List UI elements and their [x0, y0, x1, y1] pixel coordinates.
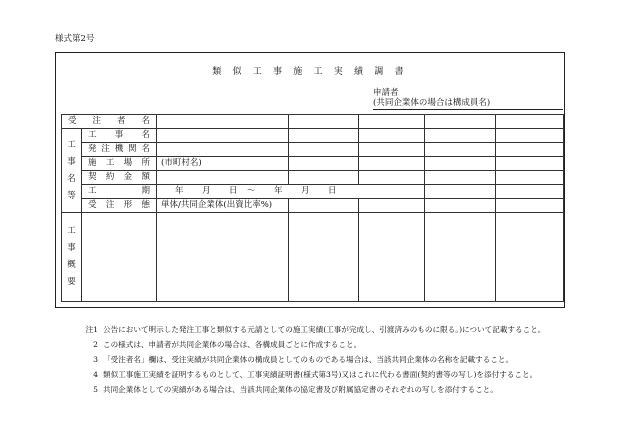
cell[interactable]: [289, 115, 359, 129]
cell[interactable]: [496, 129, 564, 143]
record-table: [61, 114, 564, 302]
cell[interactable]: [289, 213, 359, 302]
cell[interactable]: [82, 213, 157, 302]
kouji-meigara-group-label: 工 事 名 等: [62, 129, 82, 213]
document-title: 類 似 工 事 施 工 実 績 調 書: [212, 67, 408, 77]
cell[interactable]: [425, 199, 496, 213]
form-number: 様式第2号: [55, 34, 95, 44]
row-label-kouji-mei: 工 事 名: [82, 129, 157, 143]
row-value[interactable]: [157, 143, 289, 157]
cell[interactable]: [289, 129, 359, 143]
cell[interactable]: [425, 143, 496, 157]
row-value-koki[interactable]: 年 月 日 〜 年 月 日: [157, 185, 425, 199]
cell[interactable]: [359, 143, 425, 157]
cell[interactable]: [359, 199, 425, 213]
row-value[interactable]: [157, 129, 289, 143]
cell[interactable]: [289, 157, 359, 171]
cell[interactable]: [496, 171, 564, 185]
cell[interactable]: [496, 143, 564, 157]
note-item: 3 「受注者名」欄は、受注実績が共同企業体の構成員としてのものである場合は、当該共同企業体の名称を記載すること。: [93, 355, 514, 364]
notes-section: [78, 322, 568, 397]
applicant-label: 申請者: [373, 88, 399, 98]
cell[interactable]: [425, 213, 496, 302]
contractor-label: 受 注 者 名: [62, 115, 157, 129]
cell[interactable]: [359, 213, 425, 302]
row-label-hacchu-kikan: 発注機関名: [82, 143, 157, 157]
row-label-koki: 工 期: [82, 185, 157, 199]
table-row: [62, 129, 564, 143]
cell[interactable]: [359, 157, 425, 171]
overview-group-label: 工 事 概 要: [62, 213, 82, 302]
cell[interactable]: [425, 171, 496, 185]
cell[interactable]: [496, 213, 564, 302]
cell[interactable]: [496, 185, 564, 199]
row-value-juchu-keitai[interactable]: 単体/共同企業体(出資比率%): [157, 199, 289, 213]
cell[interactable]: [289, 171, 359, 185]
cell[interactable]: [157, 115, 289, 129]
table-row: [62, 213, 564, 302]
cell[interactable]: [359, 171, 425, 185]
cell[interactable]: [496, 115, 564, 129]
cell[interactable]: [359, 129, 425, 143]
cell[interactable]: [496, 199, 564, 213]
row-label-seko-basho: 施 工 場 所: [82, 157, 157, 171]
table-row: [62, 185, 564, 199]
table-row: [62, 143, 564, 157]
row-value-seko-basho[interactable]: (市町村名): [157, 157, 289, 171]
row-label-juchu-keitai: 受 注 形 態: [82, 199, 157, 213]
cell[interactable]: [425, 115, 496, 129]
cell[interactable]: [359, 115, 425, 129]
cell[interactable]: [425, 185, 496, 199]
cell[interactable]: [425, 157, 496, 171]
cell[interactable]: [289, 199, 359, 213]
cell[interactable]: [157, 213, 289, 302]
table-row: [62, 157, 564, 171]
cell[interactable]: [425, 129, 496, 143]
cell[interactable]: [496, 157, 564, 171]
row-label-keiyaku-kingaku: 契 約 金 額: [82, 171, 157, 185]
note-item: 5 共同企業体としての実績がある場合は、当該共同企業体の協定書及び附属協定書のそれぞれの写しを添付すること。: [93, 385, 498, 394]
row-value[interactable]: [157, 171, 289, 185]
note-item: 注1 公告において明示した発注工事と類似する元請としての施工実績(工事が完成し、引渡済みのものに限る。)について記載すること。: [85, 325, 546, 334]
note-item: 4 類似工事施工実績を証明するものとして、工事実績証明書(様式第3号)又はこれに代わる書面(契約書等の写し)を添付すること。: [93, 370, 538, 379]
applicant-note: (共同企業体の場合は構成員名): [373, 96, 563, 110]
table-row: [62, 171, 564, 185]
table-row: [62, 199, 564, 213]
cell[interactable]: [289, 143, 359, 157]
table-row: [62, 115, 564, 129]
note-item: 2 この様式は、申請者が共同企業体の場合は、各構成員ごとに作成すること。: [93, 340, 362, 349]
